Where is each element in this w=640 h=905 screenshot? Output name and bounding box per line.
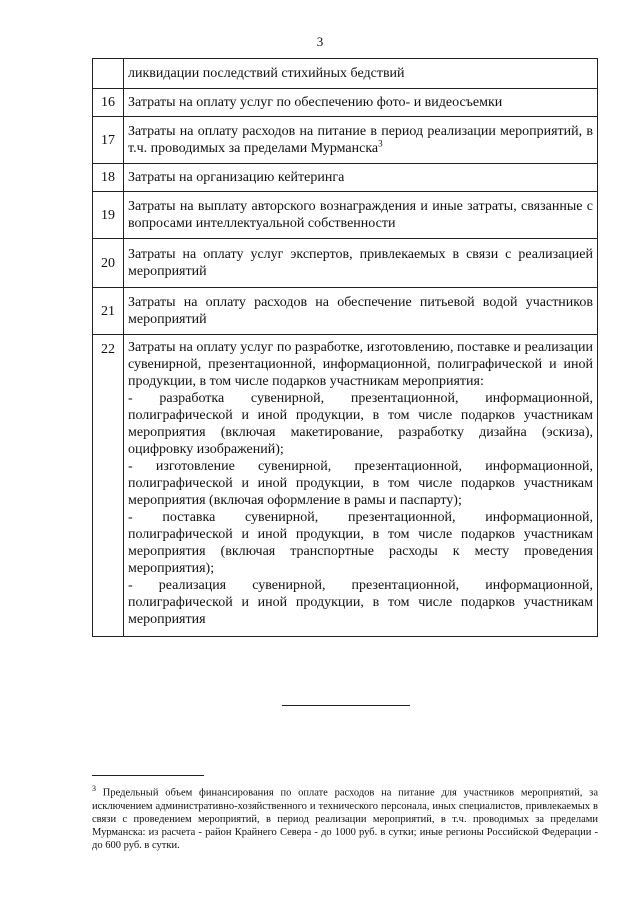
footnote-reference: 3 (378, 138, 383, 149)
row-description: Затраты на оплату услуг экспертов, привлекаемых в связи с реализацией мероприятий (124, 239, 598, 288)
table-row (93, 239, 598, 288)
footnote-text: Предельный объем финансирования по оплате расходов на питание для участников мероприятий, за исключением административно-хозяйственного и технического персонала, иных специалистов, привлекаемых в связи с проведением мероприятий, в период реализации мероприятий, в т.ч. проводимых за пределами Мурманска: из расчета - район Крайнего Севера - до 1000 руб. в сутки; иные регионы Российской Федерации - до 600 руб. в сутки. (92, 787, 598, 851)
row-intro: Затраты на оплату услуг по разработке, изготовлению, поставке и реализации сувенирной, презентационной, информационной, полиграфической и иной продукции, в том числе подарков участникам мероприятия: (128, 340, 593, 389)
page-number: 3 (316, 34, 324, 49)
table-row (93, 164, 598, 192)
list-item: - поставка сувенирной, презентационной, информационной, полиграфической и иной продукции, в том числе подарков участникам мероприятия (включая транспортные расходы к месту проведения мероприятия); (128, 510, 593, 576)
footnote (92, 782, 598, 852)
row-number: 17 (93, 117, 124, 164)
footnote-rule (92, 775, 204, 776)
row-number: 16 (93, 89, 124, 117)
table-row (93, 89, 598, 117)
row-number (93, 59, 124, 89)
table-row (93, 59, 598, 89)
row-number: 21 (93, 288, 124, 335)
row-number: 20 (93, 239, 124, 288)
row-text: Затраты на оплату расходов на питание в период реализации мероприятий, в т.ч. проводимых за пределами Мурманска (128, 124, 593, 156)
row-number: 18 (93, 164, 124, 192)
table-row (93, 192, 598, 239)
separator-line (282, 705, 410, 706)
row-number: 19 (93, 192, 124, 239)
row-description: Затраты на оплату расходов на обеспечение питьевой водой участников мероприятий (124, 288, 598, 335)
list-item: - реализация сувенирной, презентационной, информационной, полиграфической и иной продукции, в том числе подарков участникам мероприятия (128, 578, 593, 627)
row-number: 22 (93, 335, 124, 637)
footnote-mark: 3 (92, 784, 96, 793)
list-item: - изготовление сувенирной, презентационной, информационной, полиграфической и иной продукции, в том числе подарков участникам мероприятия (включая оформление в рамы и паспарту); (128, 459, 593, 508)
row-description: Затраты на организацию кейтеринга (124, 164, 598, 192)
list-item: - разработка сувенирной, презентационной, информационной, полиграфической и иной продукции, в том числе подарков участникам мероприятия (включая макетирование, разработку дизайна (эскиза), оцифровку изображений); (128, 391, 593, 457)
table-row (93, 117, 598, 164)
row-description: Затраты на выплату авторского вознаграждения и иные затраты, связанные с вопросами интеллектуальной собственности (124, 192, 598, 239)
expense-table (92, 58, 598, 637)
row-description: Затраты на оплату услуг по обеспечению фото- и видеосъемки (124, 89, 598, 117)
row-description (124, 335, 598, 637)
row-description (124, 117, 598, 164)
table-row (93, 335, 598, 637)
row-description: ликвидации последствий стихийных бедствий (124, 59, 598, 89)
table-row (93, 288, 598, 335)
